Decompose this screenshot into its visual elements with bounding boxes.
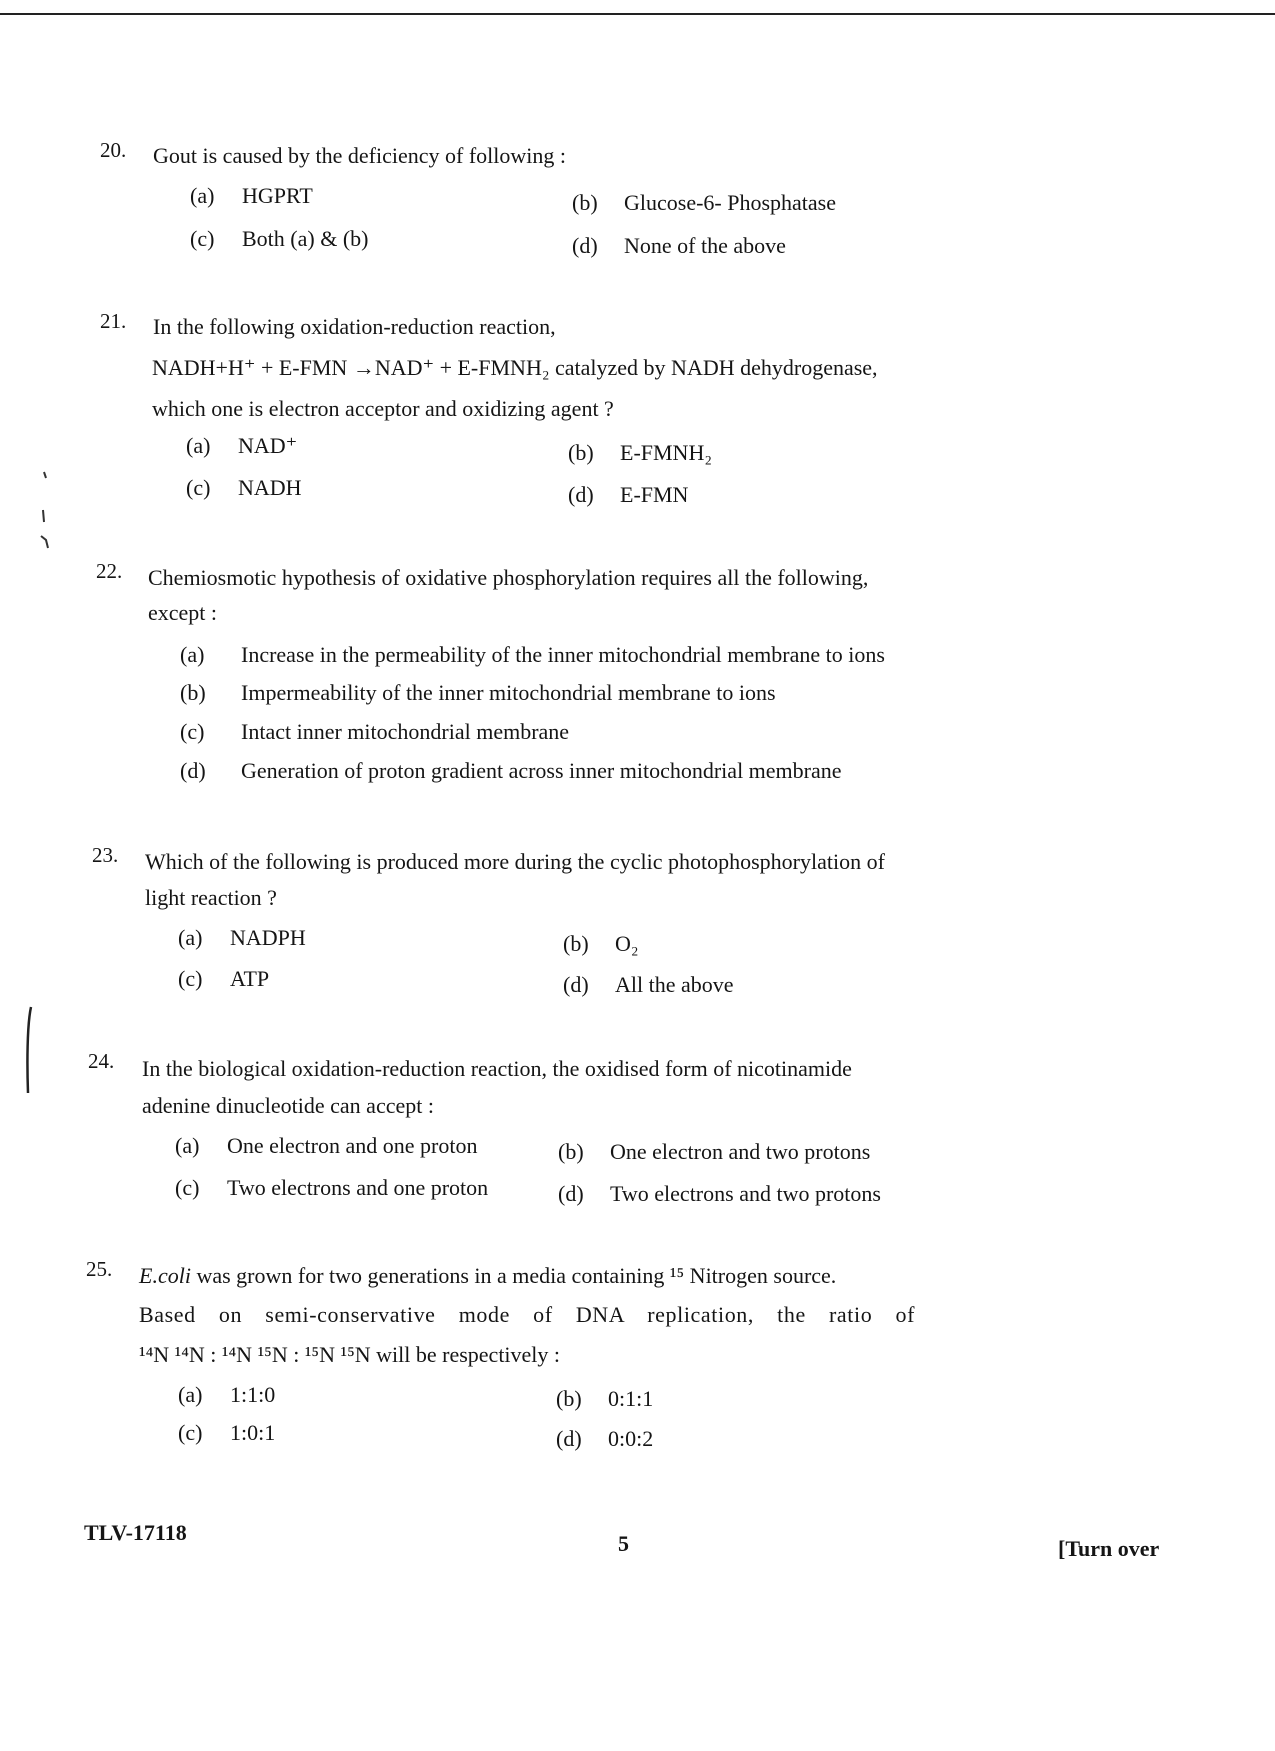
option-b[interactable]: (b) Glucose-6- Phosphatase bbox=[572, 190, 837, 215]
option-a[interactable]: (a) NAD⁺ bbox=[186, 433, 298, 458]
option-c[interactable]: (c) 1:0:1 bbox=[178, 1420, 276, 1445]
question-number: 23. bbox=[92, 843, 119, 867]
option-c[interactable]: (c) Both (a) & (b) bbox=[190, 226, 369, 251]
option-d[interactable]: (d) Generation of proton gradient across inner mitochondrial membrane bbox=[180, 758, 842, 783]
option-a[interactable]: (a) Increase in the permeability of the inner mitochondrial membrane to ions bbox=[180, 642, 885, 667]
page-number: 5 bbox=[618, 1531, 629, 1556]
option-a[interactable]: (a) NADPH bbox=[178, 925, 306, 950]
option-d[interactable]: (d) None of the above bbox=[572, 233, 786, 258]
question-stem: which one is electron acceptor and oxidizing agent ? bbox=[152, 396, 614, 421]
question-stem: Chemiosmotic hypothesis of oxidative phosphorylation requires all the following, bbox=[148, 565, 869, 590]
option-c[interactable]: (c) Intact inner mitochondrial membrane bbox=[180, 719, 570, 744]
option-c[interactable]: (c) ATP bbox=[178, 966, 270, 991]
turn-over-note: [Turn over bbox=[1058, 1536, 1160, 1561]
organism-name: E.coli bbox=[139, 1263, 191, 1288]
question-stem: In the biological oxidation-reduction reaction, the oxidised form of nicotinamide bbox=[142, 1056, 852, 1081]
margin-mark bbox=[22, 1005, 36, 1101]
question-number: 25. bbox=[86, 1257, 113, 1281]
option-b[interactable]: (b) 0:1:1 bbox=[556, 1386, 654, 1411]
option-a[interactable]: (a) 1:1:0 bbox=[178, 1382, 276, 1407]
question-stem: Gout is caused by the deficiency of following : bbox=[153, 143, 567, 168]
option-c[interactable]: (c) Two electrons and one proton bbox=[175, 1175, 489, 1200]
question-number: 24. bbox=[88, 1049, 115, 1073]
option-d[interactable]: (d) 0:0:2 bbox=[556, 1426, 654, 1451]
question-stem: Which of the following is produced more during the cyclic photophosphorylation of bbox=[145, 849, 885, 874]
question-number: 21. bbox=[100, 309, 127, 333]
option-b[interactable]: (b) E-FMNH₂ bbox=[568, 440, 713, 465]
option-d[interactable]: (d) All the above bbox=[563, 972, 734, 997]
option-c[interactable]: (c) NADH bbox=[186, 475, 302, 500]
option-b[interactable]: (b) Impermeability of the inner mitochondrial membrane to ions bbox=[180, 680, 776, 705]
option-b[interactable]: (b) O₂ bbox=[563, 931, 639, 956]
reaction-equation: NADH+H⁺ + E-FMN →NAD⁺ + E-FMNH₂ catalyzed by NADH dehydrogenase, bbox=[152, 355, 878, 380]
question-stem: In the following oxidation-reduction reaction, bbox=[153, 314, 556, 339]
question-stem: except : bbox=[148, 600, 218, 625]
question-number: 22. bbox=[96, 559, 123, 583]
option-d[interactable]: (d) Two electrons and two protons bbox=[558, 1181, 881, 1206]
margin-mark bbox=[38, 470, 50, 550]
question-stem: light reaction ? bbox=[145, 885, 277, 910]
option-b[interactable]: (b) One electron and two protons bbox=[558, 1139, 871, 1164]
paper-code: TLV-17118 bbox=[84, 1520, 187, 1545]
question-stem: ¹⁴N ¹⁴N : ¹⁴N ¹⁵N : ¹⁵N ¹⁵N will be respectively : bbox=[139, 1342, 561, 1367]
option-d[interactable]: (d) E-FMN bbox=[568, 482, 689, 507]
option-a[interactable]: (a) HGPRT bbox=[190, 183, 313, 208]
question-stem: Based on semi-conservative mode of DNA replication, the ratio of bbox=[139, 1302, 915, 1327]
question-number: 20. bbox=[100, 138, 127, 162]
top-rule bbox=[0, 13, 1275, 15]
question-stem: E.coli was grown for two generations in a media containing ¹⁵ Nitrogen source. bbox=[139, 1263, 837, 1288]
question-stem: adenine dinucleotide can accept : bbox=[142, 1093, 434, 1118]
option-a[interactable]: (a) One electron and one proton bbox=[175, 1133, 478, 1158]
